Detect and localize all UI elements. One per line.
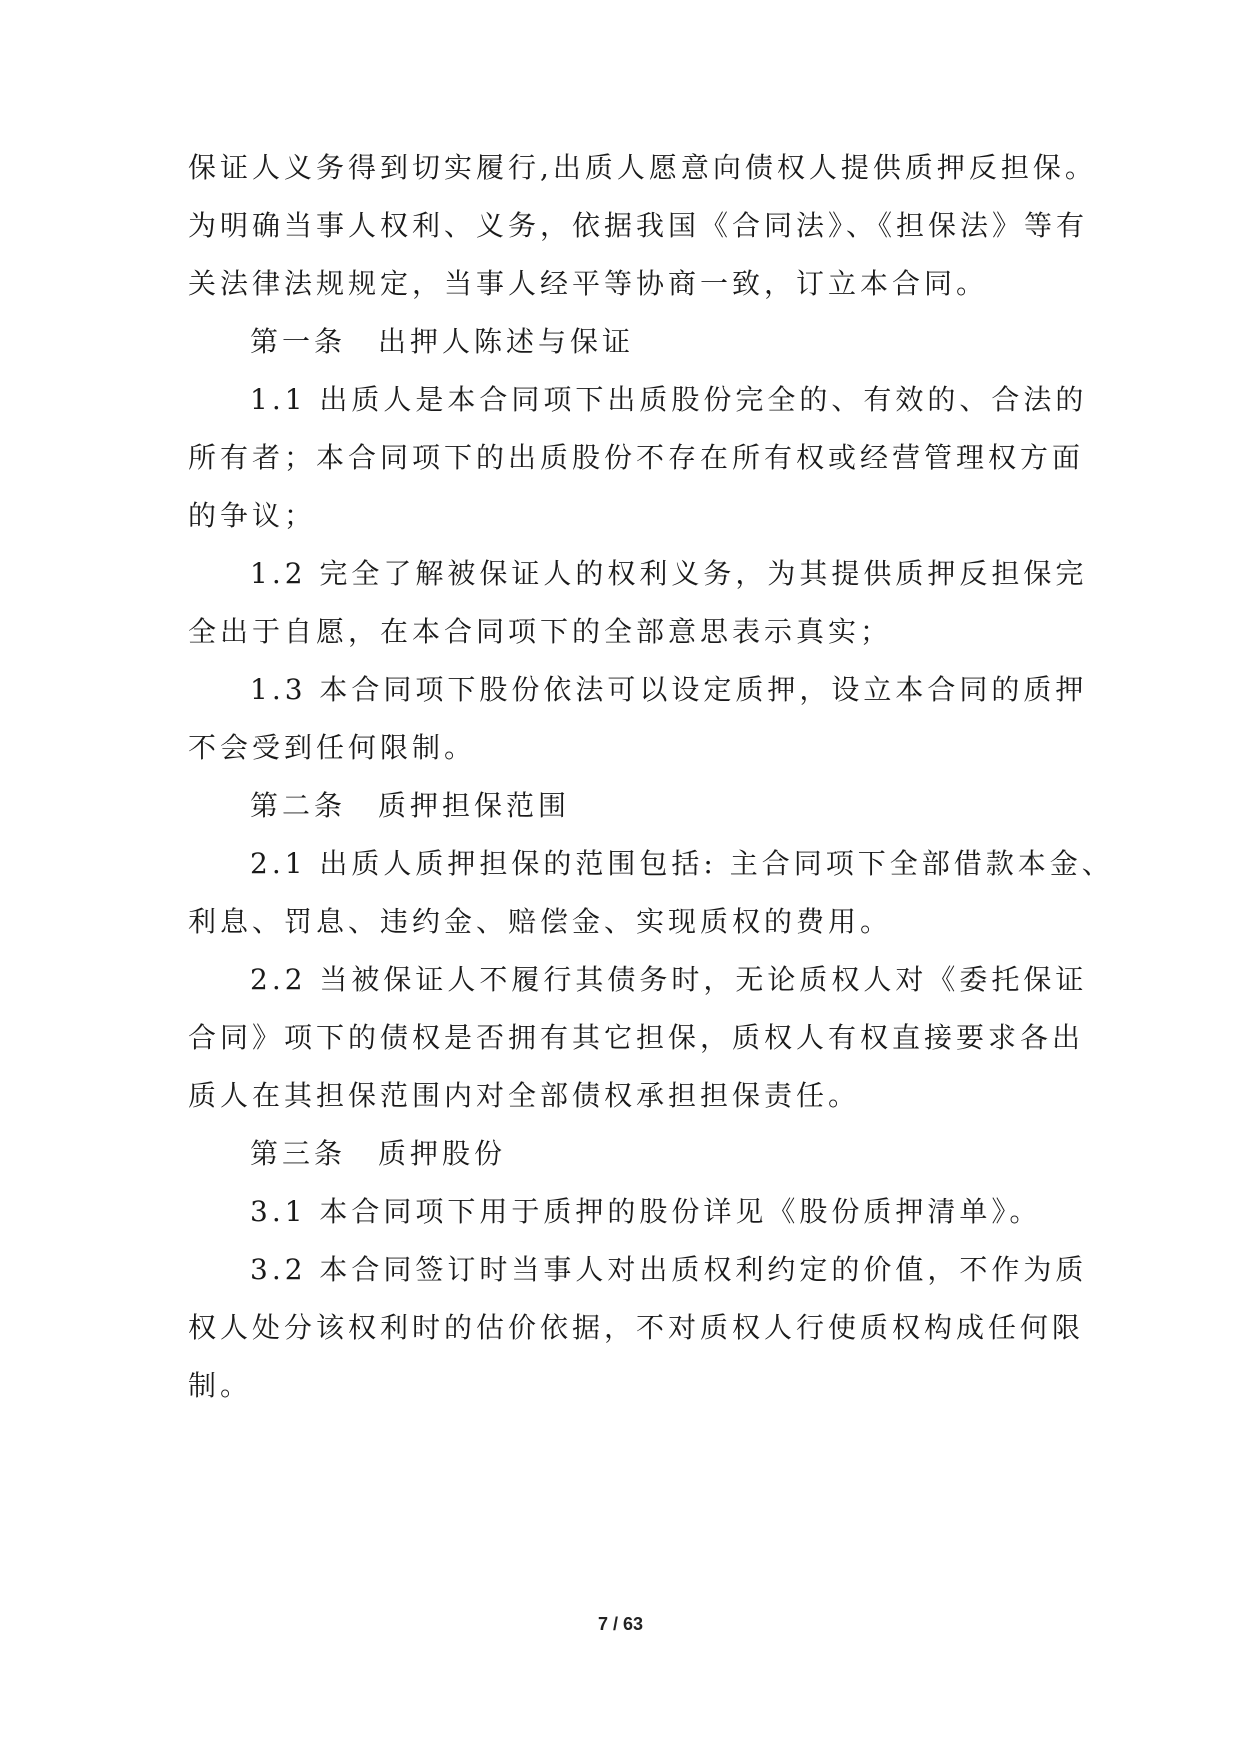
article-heading: 第一条 出押人陈述与保证	[250, 325, 635, 358]
text-line: 权人处分该权利时的估价依据，不对质权人行使质权构成任何限	[188, 1311, 1085, 1344]
text-line: 所有者；本合同项下的出质股份不存在所有权或经营管理权方面	[188, 441, 1085, 474]
page-number: 7 / 63	[597, 1614, 644, 1634]
text-line: 1.3 本合同项下股份依法可以设定质押，设立本合同的质押	[250, 673, 1088, 706]
text-line: 质人在其担保范围内对全部债权承担担保责任。	[188, 1079, 861, 1112]
text-line: 利息、罚息、违约金、赔偿金、实现质权的费用。	[188, 905, 893, 938]
article-heading: 第三条 质押股份	[250, 1137, 507, 1170]
text-line: 不会受到任何限制。	[188, 731, 477, 764]
text-line: 关法律法规规定，当事人经平等协商一致，订立本合同。	[188, 267, 989, 300]
text-line: 的争议；	[188, 499, 317, 532]
text-line: 1.2 完全了解被保证人的权利义务，为其提供质押反担保完	[250, 557, 1088, 590]
text-line: 2.1 出质人质押担保的范围包括: 主合同项下全部借款本金、	[250, 847, 1114, 880]
text-line: 保证人义务得到切实履行,出质人愿意向债权人提供质押反担保。	[188, 151, 1097, 184]
text-line: 2.2 当被保证人不履行其债务时，无论质权人对《委托保证	[250, 963, 1088, 996]
article-heading: 第二条 质押担保范围	[250, 789, 571, 822]
text-line: 合同》项下的债权是否拥有其它担保，质权人有权直接要求各出	[188, 1021, 1085, 1054]
text-line: 全出于自愿，在本合同项下的全部意思表示真实；	[188, 615, 893, 648]
text-line: 3.1 本合同项下用于质押的股份详见《股份质押清单》。	[250, 1195, 1042, 1228]
text-line: 制。	[188, 1369, 253, 1402]
text-line: 1.1 出质人是本合同项下出质股份完全的、有效的、合法的	[250, 383, 1088, 416]
text-line: 为明确当事人权利、义务，依据我国《合同法》、《担保法》等有	[188, 209, 1089, 242]
text-line: 3.2 本合同签订时当事人对出质权利约定的价值，不作为质	[250, 1253, 1088, 1286]
